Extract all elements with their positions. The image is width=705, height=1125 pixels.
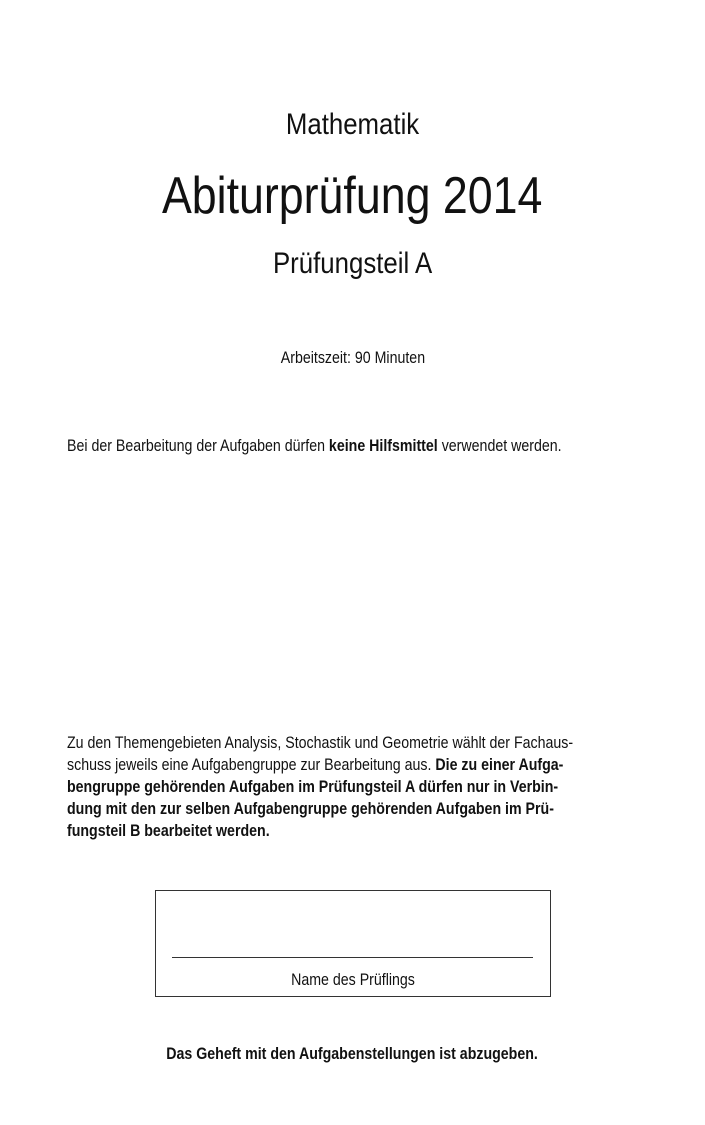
instructions-line: dung mit den zur selben Aufgabengruppe gehörenden Aufgaben im Prü- xyxy=(67,800,554,818)
exam-part: Prüfungsteil A xyxy=(272,247,433,280)
instructions-line: bengruppe gehörenden Aufgaben im Prüfungsteil A dürfen nur in Verbin- xyxy=(67,778,559,796)
instructions-bold: Die zu einer Aufga- xyxy=(435,756,564,774)
instructions-line xyxy=(67,756,563,775)
subject-heading: Mathematik xyxy=(285,108,420,141)
instructions-line: fungsteil B bearbeitet werden. xyxy=(67,822,270,840)
footer-notice: Das Geheft mit den Aufgabenstellungen ist abzugeben. xyxy=(166,1045,539,1063)
aids-text: Bei der Bearbeitung der Aufgaben dürfen xyxy=(67,437,329,455)
aids-bold: keine Hilfsmittel xyxy=(328,437,438,455)
aids-notice xyxy=(67,437,562,456)
name-box xyxy=(155,890,551,997)
page-title: Abiturprüfung 2014 xyxy=(162,167,543,225)
signature-line[interactable] xyxy=(172,957,533,958)
instructions-text: schuss jeweils eine Aufgabengruppe zur Bearbeitung aus. xyxy=(67,756,436,774)
working-time: Arbeitszeit: 90 Minuten xyxy=(280,349,425,367)
name-label: Name des Prüflings xyxy=(291,971,415,989)
aids-text-end: verwendet werden. xyxy=(437,437,562,455)
instructions-line: Zu den Themengebieten Analysis, Stochastik und Geometrie wählt der Fachaus- xyxy=(67,734,574,752)
